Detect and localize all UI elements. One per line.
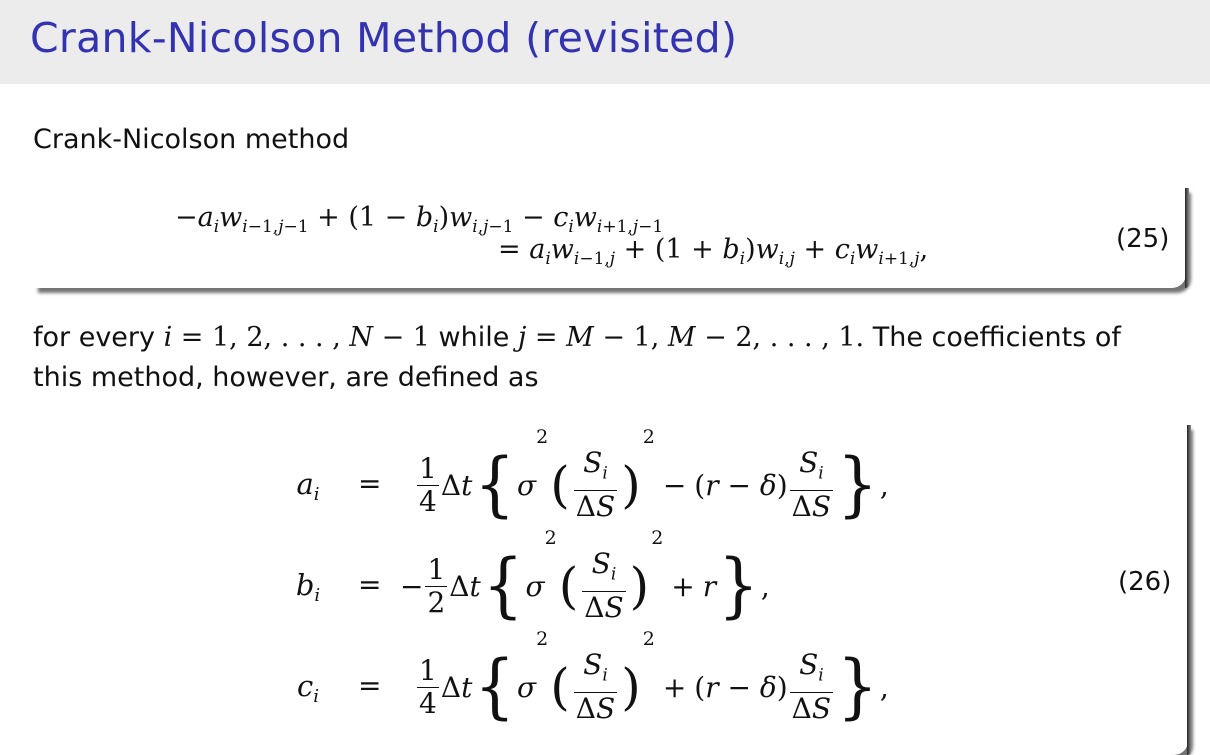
a-i-equals: = <box>358 467 382 500</box>
coefficient-paragraph: for every i = 1, 2, . . . , N − 1 while j = M − 1, M − 2, . . . , 1. The coefficients of this method, however, are defined as <box>33 322 1121 393</box>
eq26-number: (26) <box>1118 567 1172 597</box>
b-i-lhs: $b_i$ <box>295 568 321 606</box>
slide-title-bar <box>0 0 1210 84</box>
b-i-equals: = <box>358 568 382 601</box>
a-i-rhs: $\frac{1}{4}$ Δt { σ 2 ( $\frac{S_i}{\Delta S}$ ) 2 − (r − δ) $\frac{S_i}{\Delta S}$ } , <box>419 426 889 526</box>
eq25-line1: $-a_iw_{i-1,j-1} + (1 - b_i)w_{i,j-1} - c_iw_{i+1,j-1}$ <box>175 202 664 237</box>
eq25-number: (25) <box>1116 224 1170 254</box>
b-i-rhs: − $\frac{1}{2}$ Δt { σ 2 ( $\frac{S_i}{\Delta S}$ ) 2 + r } , <box>400 527 770 627</box>
slide-title: Crank-Nicolson Method (revisited) <box>30 14 738 62</box>
c-i-lhs: $c_i$ <box>296 669 319 707</box>
equation-26-box <box>33 425 1188 755</box>
equation-25-box <box>33 188 1186 288</box>
intro-text: Crank-Nicolson method <box>33 124 350 155</box>
eq25-line2: = $a_iw_{i-1,j} + (1 + b_i)w_{i,j} + c_iw_{i+1,j}$, <box>498 234 929 269</box>
c-i-rhs: $\frac{1}{4}$ Δt { σ 2 ( $\frac{S_i}{\Delta S}$ ) 2 + (r − δ) $\frac{S_i}{\Delta S}$ } , <box>419 628 889 728</box>
c-i-equals: = <box>358 669 382 702</box>
a-i-lhs: $a_i$ <box>296 467 320 505</box>
